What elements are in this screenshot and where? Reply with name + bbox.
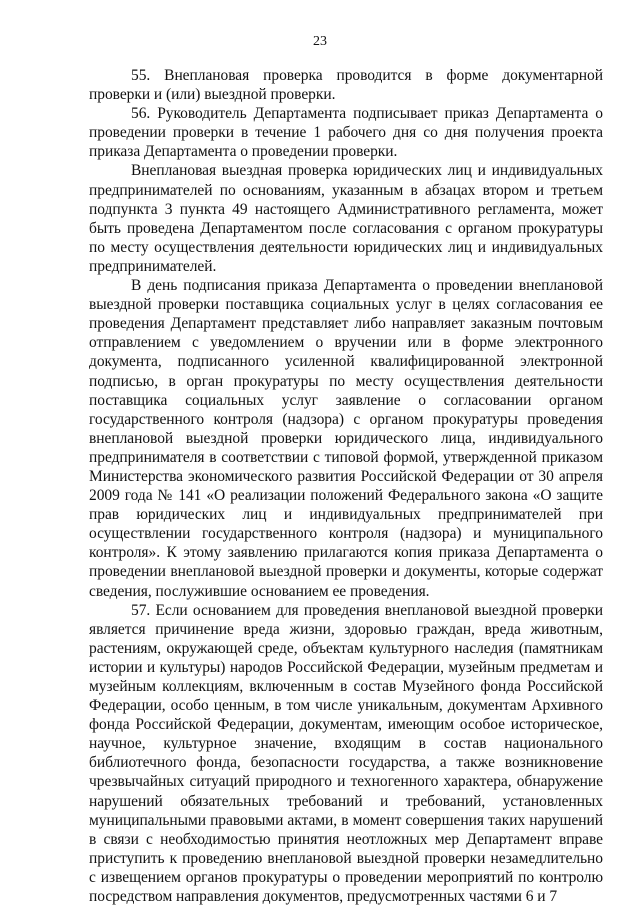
paragraph-57: 57. Если основанием для проведения внеплановой выездной проверки является причинение вреда жизни, здоровью граждан, вреда животным, растениям, окружающей среде, объектам культурного наследия (памятникам истории и культуры) народов Российской Федерации, музейным предметам и музейным коллекциям, включенным в состав Музейного фонда Российской Федерации, особо ценным, в том числе уникальным, документам Архивного фонда Российской Федерации, документам, имеющим особое историческое, научное, культурное значение, входящим в состав национального библиотечного фонда, безопасности государства, а также возникновение чрезвычайных ситуаций природного и техногенного характера, обнаружение нарушений обязательных требований и требований, установленных муниципальными правовыми актами, в момент совершения таких нарушений в связи с необходимостью принятия неотложных мер Департамент вправе приступить к проведению внеплановой выездной проверки незамедлительно с извещением органов прокуратуры о проведении мероприятий по контролю посредством направления документов, предусмотренных частями 6 и 7: [89, 601, 603, 906]
paragraph-55: 55. Внеплановая проверка проводится в форме документарной проверки и (или) выездной проверки.: [89, 67, 603, 104]
paragraph-56: 56. Руководитель Департамента подписывает приказ Департамента о проведении проверки в течение 1 рабочего дня со дня получения проекта приказа Департамента о проведении проверки.: [89, 105, 603, 161]
page-number: 23: [313, 34, 327, 49]
paragraph-prosecutor-approval: В день подписания приказа Департамента о проведении внеплановой выездной проверки поставщика социальных услуг в целях согласования ее проведения Департамент представляет либо направляет заказным почтовым отправлением с уведомлением о вручении или в форме электронного документа, подписанного усиленной квалифицированной электронной подписью, в орган прокуратуры по месту осуществления деятельности поставщика социальных услуг заявление о согласовании органом государственного контроля (надзора) с органом прокуратуры проведения внеплановой выездной проверки юридического лица, индивидуального предпринимателя в соответствии с типовой формой, утвержденной приказом Министерства экономического развития Российской Федерации от 30 апреля 2009 года № 141 «О реализации положений Федерального закона «О защите прав юридических лиц и индивидуальных предпринимателей при осуществлении государственного контроля (надзора) и муниципального контроля». К этому заявлению прилагаются копия приказа Департамента о проведении внеплановой выездной проверки и документы, которые содержат сведения, послужившие основанием ее проведения.: [89, 277, 603, 600]
document-body: [89, 66, 603, 906]
paragraph-unscheduled-inspection: Внеплановая выездная проверка юридических лиц и индивидуальных предпринимателей по основаниям, указанным в абзацах втором и третьем подпункта 3 пункта 49 настоящего Административного регламента, может быть проведена Департаментом после согласования с органом прокуратуры по месту осуществления деятельности юридических лиц и индивидуальных предпринимателей.: [89, 162, 603, 275]
